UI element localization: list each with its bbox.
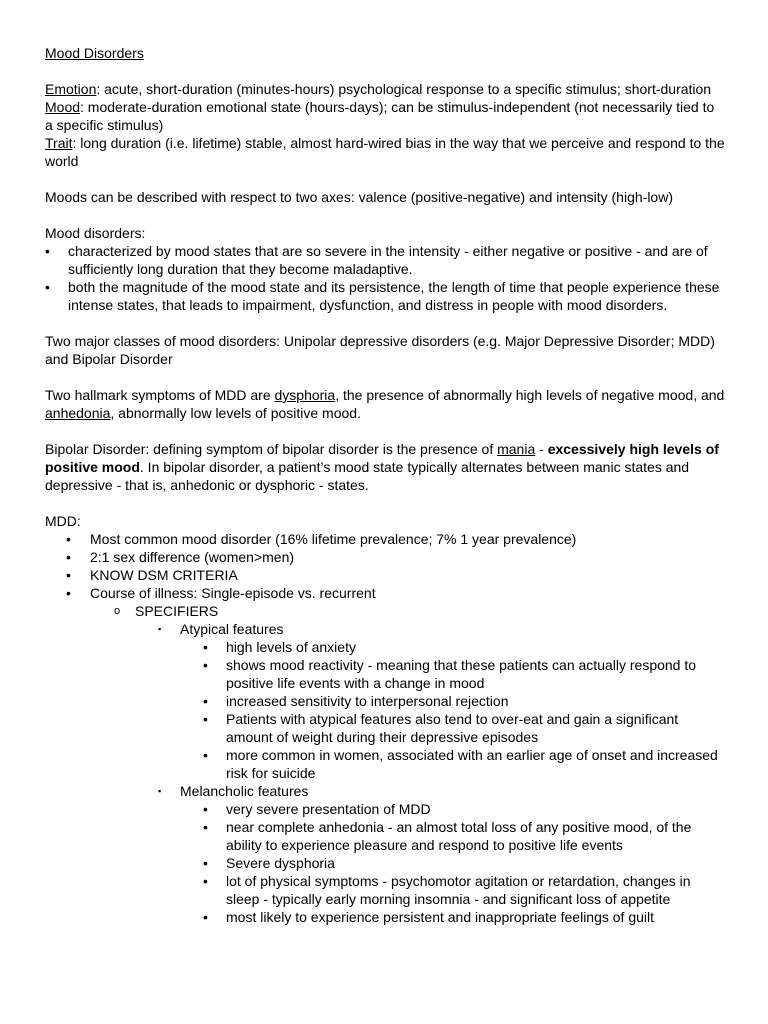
document-page	[45, 44, 725, 926]
definition-mood	[45, 98, 725, 134]
list-item: ▪ Melancholic features	[158, 783, 309, 799]
term-mania: mania	[497, 441, 536, 457]
list-item: ▪ Atypical features	[158, 621, 284, 637]
bullet-icon: •	[203, 801, 208, 817]
definition-emotion	[45, 80, 725, 98]
hallmark-paragraph: Two hallmark symptoms of MDD are dysphoria, the presence of abnormally high levels of negative mood, and anhedonia, abnormally low levels of positive mood.	[45, 387, 725, 421]
list-item: • high levels of anxiety	[203, 639, 356, 655]
definition-term: Emotion	[45, 81, 97, 97]
bullet-icon: •	[203, 855, 208, 871]
document-title: Mood Disorders	[45, 45, 144, 61]
melancholic-heading-list	[45, 782, 725, 800]
bullet-icon: •	[66, 585, 71, 601]
bullet-icon: •	[203, 873, 208, 889]
term-dysphoria: dysphoria	[274, 387, 336, 403]
definition-term: Mood	[45, 99, 81, 115]
term-anhedonia: anhedonia	[45, 405, 111, 421]
list-item: • characterized by mood states that are so severe in the intensity - either negative or positive - and are of sufficiently long duration that they become maladaptive.	[45, 243, 708, 277]
bipolar-paragraph: Bipolar Disorder: defining symptom of bipolar disorder is the presence of mania - excessively high levels of positive mood. In bipolar disorder, a patient’s mood state typically alternates between manic states and depressive - that is, anhedonic or dysphoric - states.	[45, 441, 719, 493]
list-item: • increased sensitivity to interpersonal rejection	[203, 693, 509, 709]
list-item: • more common in women, associated with an earlier age of onset and increased risk for suicide	[203, 747, 718, 781]
bullet-icon: •	[66, 567, 71, 583]
mdd-heading: MDD:	[45, 513, 81, 529]
atypical-items-list	[45, 638, 725, 782]
list-item: • both the magnitude of the mood state and its persistence, the length of time that people experience these intense states, that leads to impairment, dysfunction, and distress in people with mood disorders.	[45, 279, 720, 313]
bullet-icon: •	[203, 693, 208, 709]
list-item: • Most common mood disorder (16% lifetime prevalence; 7% 1 year prevalence)	[66, 531, 577, 547]
bold-phrase: excessively high levels of positive mood	[45, 441, 719, 475]
list-item: • Course of illness: Single-episode vs. recurrent	[66, 585, 376, 601]
mdd-list	[45, 530, 725, 602]
list-item: • Patients with atypical features also tend to over-eat and gain a significant amount of weight during their depressive episodes	[203, 711, 679, 745]
square-bullet-icon: ▪	[158, 624, 162, 634]
definition-trait	[45, 134, 725, 170]
axes-paragraph: Moods can be described with respect to two axes: valence (positive-negative) and intensity (high-low)	[45, 189, 673, 205]
bullet-icon: •	[203, 711, 208, 727]
list-item: o SPECIFIERS	[114, 603, 219, 619]
definition-text: : acute, short-duration (minutes-hours) psychological response to a specific stimulus; short-duration	[96, 81, 712, 97]
bullet-icon: •	[66, 531, 71, 547]
list-item: • near complete anhedonia - an almost total loss of any positive mood, of the ability to experience pleasure and respond to positive life events	[203, 819, 692, 853]
classes-paragraph: Two major classes of mood disorders: Unipolar depressive disorders (e.g. Major Depressive Disorder; MDD) and Bipolar Disorder	[45, 333, 715, 367]
bullet-icon: •	[66, 549, 71, 565]
list-item: • 2:1 sex difference (women>men)	[66, 549, 295, 565]
bullet-icon: •	[45, 279, 50, 295]
specifiers-list	[45, 602, 725, 620]
atypical-heading-list	[45, 620, 725, 638]
mood-disorders-list	[45, 242, 725, 314]
definition-term: Trait	[45, 135, 73, 151]
circle-bullet-icon: o	[114, 605, 121, 617]
bullet-icon: •	[203, 747, 208, 763]
bullet-icon: •	[45, 243, 50, 259]
list-item: • very severe presentation of MDD	[203, 801, 431, 817]
bullet-icon: •	[203, 819, 208, 835]
definition-text: : moderate-duration emotional state (hours-days); can be stimulus-independent (not necessarily tied to a specific stimulus)	[45, 99, 715, 133]
definition-text: : long duration (i.e. lifetime) stable, almost hard-wired bias in the way that we perceive and respond to the world	[45, 135, 725, 169]
list-item: • KNOW DSM CRITERIA	[66, 567, 238, 583]
square-bullet-icon: ▪	[158, 786, 162, 796]
list-item: • lot of physical symptoms - psychomotor agitation or retardation, changes in sleep - typically early morning insomnia - and significant loss of appetite	[203, 873, 691, 907]
bullet-icon: •	[203, 657, 208, 673]
list-item: • Severe dysphoria	[203, 855, 335, 871]
list-item: • most likely to experience persistent and inappropriate feelings of guilt	[203, 909, 655, 925]
bullet-icon: •	[203, 909, 208, 925]
mood-disorders-heading: Mood disorders:	[45, 225, 146, 241]
list-item: • shows mood reactivity - meaning that these patients can actually respond to positive life events with a change in mood	[203, 657, 697, 691]
melancholic-items-list	[45, 800, 725, 926]
bullet-icon: •	[203, 639, 208, 655]
